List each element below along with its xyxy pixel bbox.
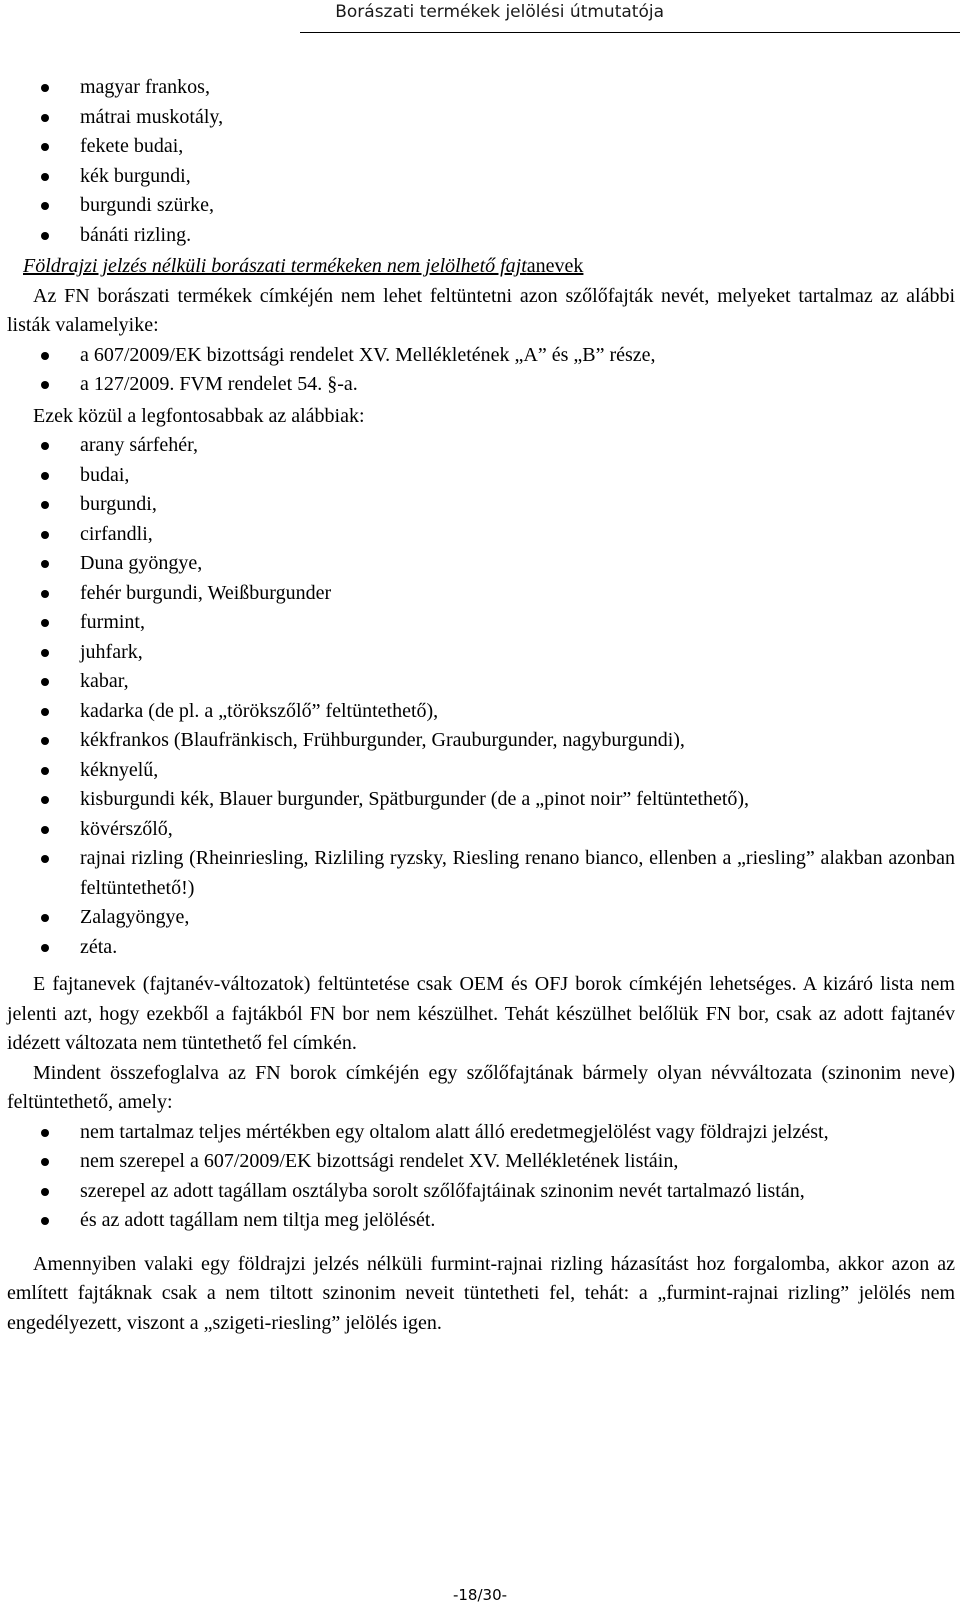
list-intro: Ezek közül a legfontosabbak az alábbiak: bbox=[33, 404, 365, 427]
paragraph-oem-ofj: E fajtanevek (fajtanév-változatok) feltüntetése csak OEM és OFJ borok címkéjén lehetséges. A kizáró lista nem jelenti azt, hogy ezekből a fajtákból FN bor nem készülhet. Tehát készülhet belőlük FN bor, csak az adott fajtanév idézett változata nem tüntethető fel címkén. bbox=[7, 973, 955, 1054]
list-item: cirfandli, bbox=[7, 520, 955, 550]
list-item: nem tartalmaz teljes mértékben egy oltalom alatt álló eredetmegjelölést vagy földrajzi jelzést, bbox=[7, 1118, 955, 1148]
header-rule bbox=[300, 32, 960, 33]
document-body bbox=[7, 73, 955, 1338]
list-item: kadarka (de pl. a „törökszőlő” feltüntethető), bbox=[7, 697, 955, 727]
list-item: a 127/2009. FVM rendelet 54. §-a. bbox=[7, 370, 955, 400]
list-item: bánáti rizling. bbox=[7, 221, 955, 251]
list-item: nem szerepel a 607/2009/EK bizottsági rendelet XV. Mellékletének listáin, bbox=[7, 1147, 955, 1177]
list-item: kék burgundi, bbox=[7, 162, 955, 192]
list-item: kabar, bbox=[7, 667, 955, 697]
list-item: mátrai muskotály, bbox=[7, 103, 955, 133]
list-item: Zalagyöngye, bbox=[7, 903, 955, 933]
list-item: kisburgundi kék, Blauer burgunder, Spätburgunder (de a „pinot noir” feltüntethető), bbox=[7, 785, 955, 815]
list-item: kövérszőlő, bbox=[7, 815, 955, 845]
list-item: budai, bbox=[7, 461, 955, 491]
list-regulations bbox=[7, 341, 955, 400]
list-item: zéta. bbox=[7, 933, 955, 963]
list-item: a 607/2009/EK bizottsági rendelet XV. Mellékletének „A” és „B” része, bbox=[7, 341, 955, 371]
list-item: arany sárfehér, bbox=[7, 431, 955, 461]
list-item: fehér burgundi, Weißburgunder bbox=[7, 579, 955, 609]
list-important-varieties bbox=[7, 431, 955, 962]
list-item: Duna gyöngye, bbox=[7, 549, 955, 579]
list-item: kéknyelű, bbox=[7, 756, 955, 786]
list-item: magyar frankos, bbox=[7, 73, 955, 103]
list-item: furmint, bbox=[7, 608, 955, 638]
list-item: kékfrankos (Blaufränkisch, Frühburgunder, Grauburgunder, nagyburgundi), bbox=[7, 726, 955, 756]
page-number: -18/30- bbox=[452, 1586, 508, 1604]
list-item: burgundi szürke, bbox=[7, 191, 955, 221]
paragraph-summary: Mindent összefoglalva az FN borok címkéjén egy szőlőfajtának bármely olyan névváltozata (szinonim neve) feltüntethető, amely: bbox=[7, 1061, 955, 1113]
section-heading bbox=[7, 252, 955, 282]
list-conditions bbox=[7, 1118, 955, 1236]
intro-paragraph: Az FN borászati termékek címkéjén nem lehet feltüntetni azon szőlőfajták nevét, melyeket tartalmaz az alábbi listák valamelyike: bbox=[7, 284, 955, 336]
header-title: Borászati termékek jelölési útmutatója bbox=[335, 2, 664, 22]
paragraph-example: Amennyiben valaki egy földrajzi jelzés nélküli furmint-rajnai rizling házasítást hoz forgalomba, akkor azon az említett fajtáknak csak a nem tiltott szinonim neveit tüntetheti fel, tehát: a „furmint-rajnai rizling” jelölés nem engedélyezett, viszont a „szigeti-riesling” jelölés igen. bbox=[7, 1252, 955, 1334]
page-header bbox=[0, 0, 960, 30]
section-heading-italic: Földrajzi jelzés nélküli borászati termékeken nem jelölhető fajt bbox=[23, 255, 527, 277]
list-variety-names-1 bbox=[7, 73, 955, 250]
section-heading-plain: anevek bbox=[526, 255, 584, 277]
list-item: juhfark, bbox=[7, 638, 955, 668]
list-item: szerepel az adott tagállam osztályba sorolt szőlőfajtáinak szinonim nevét tartalmazó listán, bbox=[7, 1177, 955, 1207]
list-item: és az adott tagállam nem tiltja meg jelölését. bbox=[7, 1206, 955, 1236]
list-item: fekete budai, bbox=[7, 132, 955, 162]
list-item: rajnai rizling (Rheinriesling, Rizliling ryzsky, Riesling renano bianco, ellenben a „riesling” alakban azonban feltüntethető!) bbox=[7, 844, 955, 903]
list-item: burgundi, bbox=[7, 490, 955, 520]
